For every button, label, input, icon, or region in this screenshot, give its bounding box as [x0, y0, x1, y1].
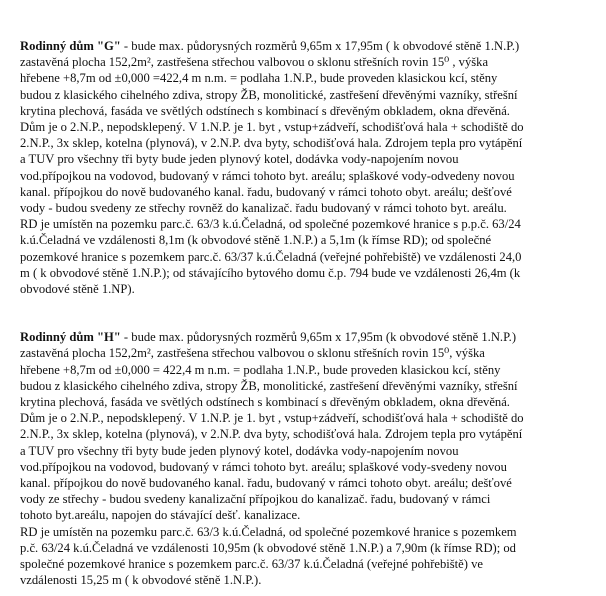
section-house-g	[20, 38, 590, 297]
text-line: vod.přípojkou na vodovod, budovaný v rámci tohoto byt. areálu; splaškové vody-svedeny novou	[20, 459, 507, 474]
text-line: krytina plechová, fasáda ve světlých odstínech s kombinací s dřevěným obkladem, okna dřevěná.	[20, 395, 510, 410]
text-line: pozemkové hranice s pozemkem parc.č. 63/37 k.ú.Čeladná (veřejné pohřebiště) ve vzdálenosti 24,0	[20, 249, 522, 264]
text-line: a TUV pro všechny tři byty bude jeden plynový kotel, dodávka vody-napojením novou	[20, 443, 459, 458]
text-line: obvodové stěně 1.NP).	[20, 282, 135, 297]
text-line	[20, 329, 590, 345]
text-line: zastavěná plocha 152,2m², zastřešena střechou valbovou o sklonu střešních rovin 15⁰ , výška	[20, 55, 489, 70]
text-line: RD je umístěn na pozemku parc.č. 63/3 k.ú.Čeladná, od společné pozemkové hranice s p.p.č. 63/24	[20, 217, 521, 232]
text-line: Dům je o 2.N.P., nepodsklepený. V 1.N.P. je 1. byt , vstup+zádveří, schodišťová hala + schodiště do	[20, 411, 524, 426]
section-house-h	[20, 329, 590, 588]
text-line: kanal. přípojkou do nově budovaného kanal. řadu, budovaný v rámci tohoto obyt. areálu; dešťové	[20, 184, 512, 199]
document-page	[20, 38, 590, 589]
text-line: RD je umístěn na pozemku parc.č. 63/3 k.ú.Čeladná, od společné pozemkové hranice s pozemkem	[20, 524, 517, 539]
text-line: budou z klasického cihelného zdiva, stropy ŽB, monolitické, zastřešení dřevěnými vazníky, střešní	[20, 87, 518, 102]
section-title: Rodinný dům "H"	[20, 330, 121, 345]
text-line: m ( k obvodové stěně 1.N.P.); od stávajícího bytového domu č.p. 794 bude ve vzdálenosti 26,4m (k	[20, 265, 521, 280]
text-line: hřebene +8,7m od ±0,000 =422,4 m n.m. = podlaha 1.N.P., bude proveden klasickou kcí, stěny	[20, 71, 498, 86]
text-line: Dům je o 2.N.P., nepodsklepený. V 1.N.P. je 1. byt , vstup+zádveří, schodišťová hala + schodiště do	[20, 120, 524, 135]
text-line: tohoto byt.areálu, napojen do stávající dešť. kanalizace.	[20, 508, 301, 523]
section-title: Rodinný dům "G"	[20, 39, 121, 53]
text-line: p.č. 63/24 k.ú.Čeladná ve vzdálenosti 10,95m (k obvodové stěně 1.N.P.) a 7,90m (k římse RD); od	[20, 540, 516, 555]
text-line-rest: - bude max. půdorysných rozměrů 9,65m x 17,95m ( k obvodové stěně 1.N.P.)	[120, 39, 520, 53]
text-line: a TUV pro všechny tři byty bude jeden plynový kotel, dodávka vody-napojením novou	[20, 152, 459, 167]
text-line: zastavěná plocha 152,2m², zastřešena střechou valbovou o sklonu střešních rovin 15⁰, výška	[20, 346, 485, 361]
text-line: k.ú.Čeladná ve vzdálenosti 8,1m (k obvodové stěně 1.N.P.) a 5,1m (k římse RD); od společné	[20, 233, 492, 248]
text-line: budou z klasického cihelného zdiva, stropy ŽB, monolitické, zastřešení dřevěnými vazníky, střešní	[20, 378, 518, 393]
text-line: krytina plechová, fasáda ve světlých odstínech s kombinací s dřevěným obkladem, okna dřevěná.	[20, 103, 510, 118]
text-line: hřebene +8,7m od ±0,000 = 422,4 m n.m. = podlaha 1.N.P., bude proveden klasickou kcí, stěny	[20, 362, 501, 377]
text-line: vody - budou svedeny ze střechy rovněž do kanalizač. řadu budovaný v rámci tohoto byt. areálu.	[20, 201, 507, 216]
text-line: společné pozemkové hranice s pozemkem parc.č. 63/37 k.ú.Čeladná (veřejné pohřebiště) ve	[20, 557, 483, 572]
text-line: vody ze střechy - budou svedeny kanalizační přípojkou do kanalizač. řadu, budovaný v rámci	[20, 492, 491, 507]
text-line-rest: - bude max. půdorysných rozměrů 9,65m x 17,95m (k obvodové stěně 1.N.P.)	[120, 330, 517, 345]
text-line: 2.N.P., 3x sklep, kotelna (plynová), v 2.N.P. dva byty, schodišťová hala. Zdrojem tepla pro vytápění	[20, 427, 523, 442]
text-line: vod.přípojkou na vodovod, budovaný v rámci tohoto byt. areálu; splaškové vody-odvedeny novou	[20, 168, 515, 183]
text-line: kanal. přípojkou do nově budovaného kanal. řadu, budovaný v rámci tohoto obyt. areálu; dešťové	[20, 476, 512, 491]
text-line: 2.N.P., 3x sklep, kotelna (plynová), v 2.N.P. dva byty, schodišťová hala. Zdrojem tepla pro vytápění	[20, 136, 523, 151]
text-line: vzdálenosti 15,25 m ( k obvodové stěně 1.N.P.).	[20, 573, 262, 588]
text-line	[20, 38, 590, 54]
